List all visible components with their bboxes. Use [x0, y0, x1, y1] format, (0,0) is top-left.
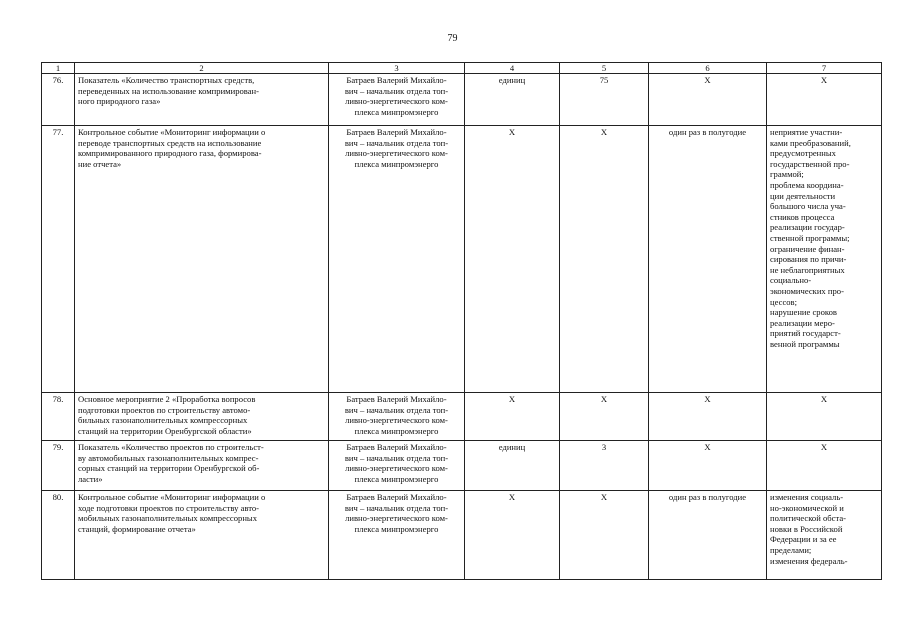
table-row — [42, 126, 882, 393]
column-header-3: 3 — [329, 63, 465, 74]
row-description: Показатель «Количество проектов по строительст- ву автомобильных газонаполнительных компрес- сорных станций на территории Оренбургской об- ласти» — [75, 441, 329, 491]
row-unit: единиц — [465, 441, 560, 491]
row-responsible: Батраев Валерий Михайло- вич – начальник отдела топ- ливно-энергетического ком- плекса минпромэнерго — [329, 491, 465, 580]
row-value: 75 — [560, 74, 649, 126]
row-risks: X — [767, 74, 882, 126]
table-row — [42, 74, 882, 126]
row-description: Основное мероприятие 2 «Проработка вопросов подготовки проектов по строительству автомо- бильных газонаполнительных компрессорных станций на территории Оренбургской области» — [75, 393, 329, 441]
column-header-4: 4 — [465, 63, 560, 74]
table-row — [42, 441, 882, 491]
row-frequency: X — [649, 393, 767, 441]
row-frequency: X — [649, 74, 767, 126]
table-row — [42, 393, 882, 441]
table-row — [42, 491, 882, 580]
row-number: 80. — [42, 491, 75, 580]
row-description: Контрольное событие «Мониторинг информации о переводе транспортных средств на использование компримированного природного газа, формирова- ние отчета» — [75, 126, 329, 393]
row-risks: неприятие участни- ками преобразований, предусмотренных государственной про- граммой; проблема координа- ции деятельности большого числа уча- стников процесса реализации государ- ственной программы; ограничение финан- сирования по причи- не неблагоприятных социально- экономических про- цессов; нарушение сроков реализации меро- приятий государст- венной программы — [767, 126, 882, 393]
column-header-1: 1 — [42, 63, 75, 74]
row-risks: X — [767, 393, 882, 441]
row-responsible: Батраев Валерий Михайло- вич – начальник отдела топ- ливно-энергетического ком- плекса минпромэнерго — [329, 74, 465, 126]
column-header-7: 7 — [767, 63, 882, 74]
row-unit: X — [465, 393, 560, 441]
row-unit: единиц — [465, 74, 560, 126]
row-unit: X — [465, 491, 560, 580]
row-responsible: Батраев Валерий Михайло- вич – начальник отдела топ- ливно-энергетического ком- плекса минпромэнерго — [329, 126, 465, 393]
row-value: X — [560, 126, 649, 393]
row-frequency: X — [649, 441, 767, 491]
row-number: 76. — [42, 74, 75, 126]
column-header-5: 5 — [560, 63, 649, 74]
row-value: X — [560, 491, 649, 580]
row-number: 78. — [42, 393, 75, 441]
row-number: 79. — [42, 441, 75, 491]
page-number: 79 — [447, 33, 458, 44]
header-row — [42, 63, 882, 74]
column-header-6: 6 — [649, 63, 767, 74]
row-risks: изменения социаль- но-экономической и политической обста- новки в Российской Федерации и за ее пределами; изменения федераль- — [767, 491, 882, 580]
row-risks: X — [767, 441, 882, 491]
row-frequency: один раз в полугодие — [649, 491, 767, 580]
row-value: X — [560, 393, 649, 441]
row-number: 77. — [42, 126, 75, 393]
row-description: Контрольное событие «Мониторинг информации о ходе подготовки проектов по строительству авто- мобильных газонаполнительных компрессорных станций, формирование отчета» — [75, 491, 329, 580]
row-value: 3 — [560, 441, 649, 491]
row-frequency: один раз в полугодие — [649, 126, 767, 393]
row-responsible: Батраев Валерий Михайло- вич – начальник отдела топ- ливно-энергетического ком- плекса минпромэнерго — [329, 393, 465, 441]
row-unit: X — [465, 126, 560, 393]
row-responsible: Батраев Валерий Михайло- вич – начальник отдела топ- ливно-энергетического ком- плекса минпромэнерго — [329, 441, 465, 491]
plan-table — [41, 62, 882, 580]
column-header-2: 2 — [75, 63, 329, 74]
row-description: Показатель «Количество транспортных средств, переведенных на использование компримирован- ного природного газа» — [75, 74, 329, 126]
